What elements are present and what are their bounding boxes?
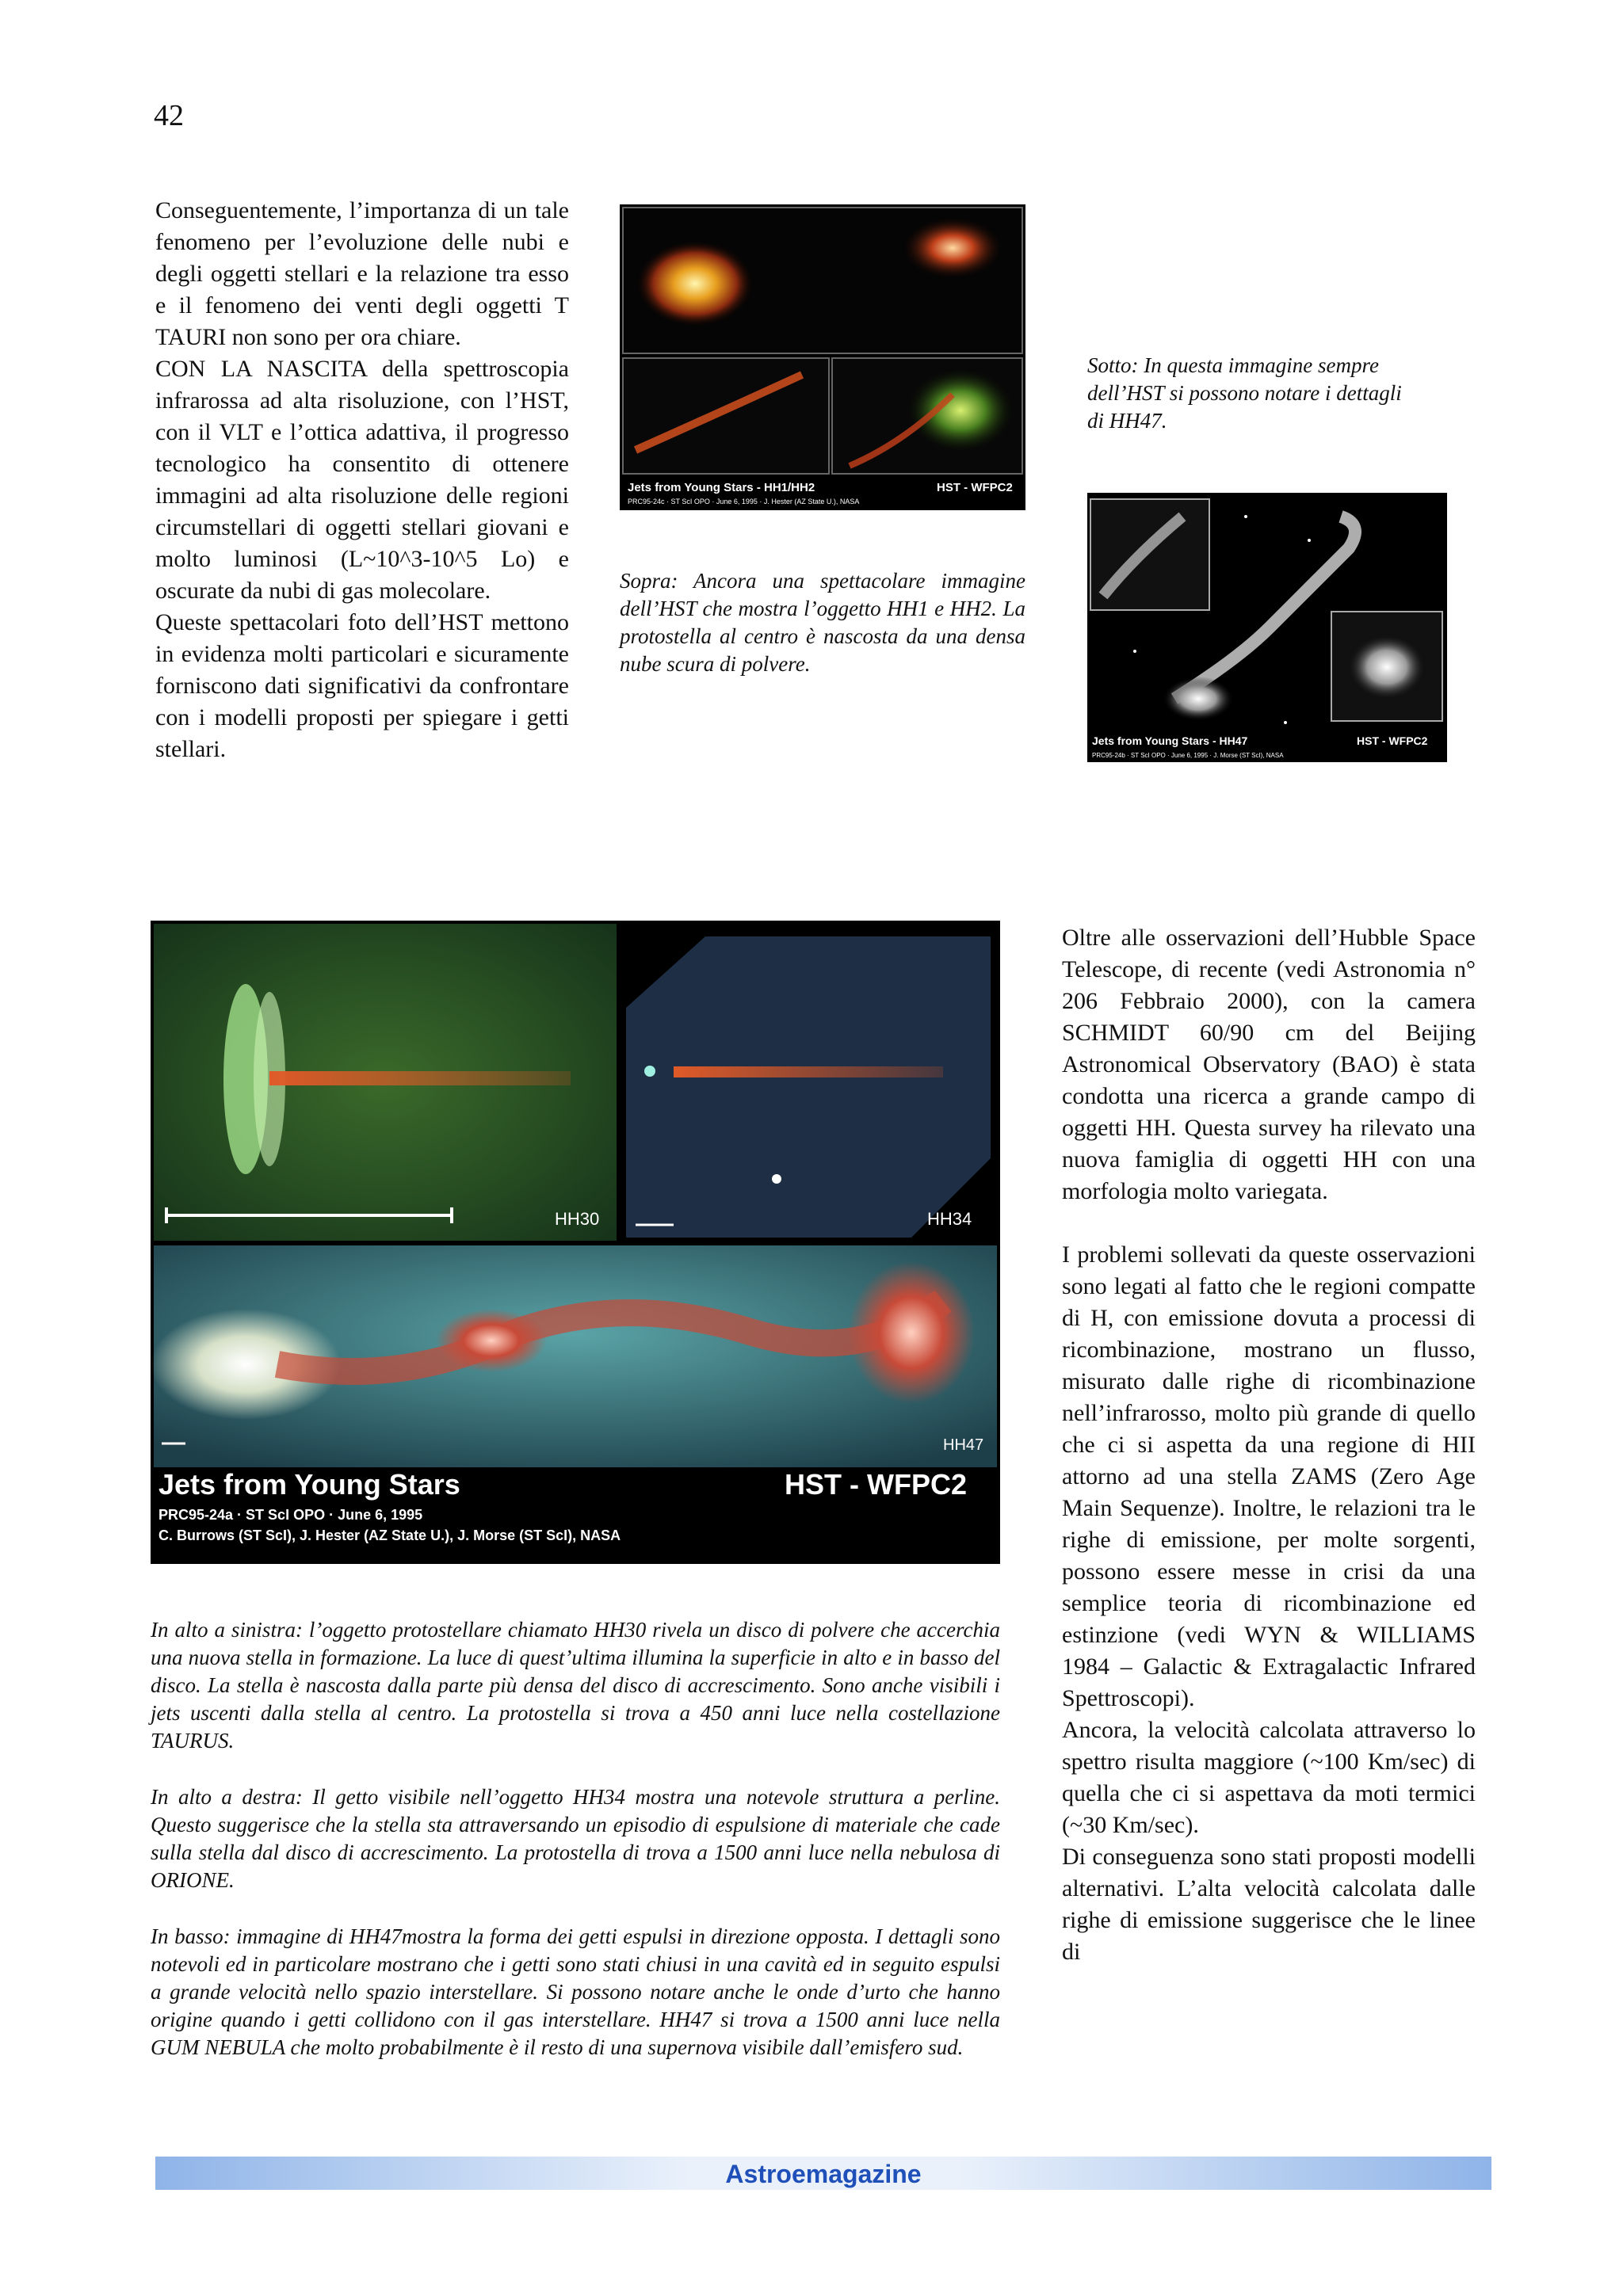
image-credit: PRC95-24c · ST ScI OPO · June 6, 1995 · J. Hester (AZ State U.), NASA: [628, 498, 860, 505]
footer-magazine-name: Astroemagazine: [725, 2160, 922, 2188]
label-hh30: HH30: [555, 1209, 600, 1229]
image-title: Jets from Young Stars: [158, 1468, 460, 1501]
paragraph: Ancora, la velocità calcolata attraverso lo spettro risulta maggiore (~100 Km/sec) di quella che ci si aspettava da moti termici (~30 Km/sec).: [1062, 1717, 1476, 1838]
image-credit-2: C. Burrows (ST ScI), J. Hester (AZ State U.), J. Morse (ST ScI), NASA: [158, 1527, 621, 1543]
left-column-text: [155, 195, 569, 765]
image-credit-1: PRC95-24a · ST ScI OPO · June 6, 1995: [158, 1507, 423, 1523]
captions-composite: [151, 1616, 1000, 2090]
paragraph: Conseguentemente, l’importanza di un tale fenomeno per l’evoluzione delle nubi e degli oggetti stellari e la relazione tra esso e il fenomeno dei venti degli oggetti T TAURI non sono per ora chiare.: [155, 197, 569, 350]
right-column-text: [1062, 922, 1476, 1968]
spacer: [1062, 1207, 1476, 1239]
caption-hh1-hh2: [620, 567, 1025, 707]
caption-text: Sopra: Ancora una spettacolare immagine dell’HST che mostra l’oggetto HH1 e HH2. La protostella al centro è nascosta da una densa nube scura di polvere.: [620, 569, 1025, 676]
caption-hh47: In basso: immagine di HH47mostra la forma dei getti espulsi in direzione opposta. I dettagli sono notevoli ed in particolare mostrano che i getti sono stati chiusi in una cavità ed in seguito espulsi a grande velocità nello spazio interstellare. Si possono notare anche le onde d’urto che hanno origine quando i getti collidono con il gas interstellare. HH47 si trova a 1500 anni luce nella GUM NEBULA che molto probabilmente è il resto di una supernova visibile dall’emisfero sud.: [151, 1924, 1000, 2059]
image-instrument: HST - WFPC2: [937, 481, 1013, 494]
image-credit: PRC95-24b · ST ScI OPO · June 6, 1995 · J. Morse (ST ScI), NASA: [1092, 752, 1284, 759]
label-hh47: HH47: [943, 1436, 984, 1454]
paragraph: Di conseguenza sono stati proposti modelli alternativi. L’alta velocità calcolata dalle righe di emissione suggerisce che le linee di: [1062, 1844, 1476, 1965]
image-title: Jets from Young Stars - HH1/HH2: [628, 481, 815, 494]
paragraph: CON LA NASCITA della spettroscopia infrarossa ad alta risoluzione, con l’HST, con il VLT e l’ottica adattiva, il progresso tecnologico ha consentito di ottenere immagini ad alta risoluzione delle regioni circumstellari di oggetti stellari giovani e molto luminosi (L~10^3-10^5 Lo) e oscurate da nubi di gas molecolare.: [155, 356, 569, 604]
paragraph: Queste spettacolari foto dell’HST mettono in evidenza molti particolari e sicuramente forniscono dati significativi da confrontare con i modelli proposti per spiegare i getti stellari.: [155, 609, 569, 762]
image-instrument: HST - WFPC2: [785, 1468, 967, 1501]
image-jets-composite: [151, 921, 1000, 1564]
caption-hh34: In alto a destra: Il getto visibile nell’oggetto HH34 mostra una notevole struttura a perline. Questo suggerisce che la stella sta attraversando un episodio di espulsione di materiale che cade sulla stella dal disco di accrescimento. La protostella di trova a 1500 anni luce nella nebulosa di ORIONE.: [151, 1785, 1000, 1892]
paragraph: Oltre alle osservazioni dell’Hubble Space Telescope, di recente (vedi Astronomia n° 206 Febbraio 2000), con la camera SCHMIDT 60/90 cm del Beijing Astronomical Observatory (BAO) è stata condotta una ricerca a grande campo di oggetti HH. Questa survey ha rilevato una nuova famiglia di oggetti HH con una morfologia molto variegata.: [1062, 925, 1476, 1204]
label-hh34: HH34: [927, 1209, 972, 1229]
image-hh1-hh2: [620, 204, 1025, 510]
caption-hh47-top: [1087, 352, 1412, 435]
caption-text: Sotto: In questa immagine sempre dell’HST si possono notare i dettagli di HH47.: [1087, 353, 1402, 433]
image-hh47: [1087, 493, 1447, 762]
paragraph: I problemi sollevati da queste osservazioni sono legati al fatto che le regioni compatte di H, con emissione dovuta a processi di ricombinazione, mostrano un flusso, misurato dalle righe di ricombinazione nell’infrarosso, molto più grande di quello che ci si aspetta da una regione di HII attorno ad una stella ZAMS (Zero Age Main Sequenze). Inoltre, le relazioni tra le righe di emissione, per molte sorgenti, possono essere messe in crisi da una semplice teoria di ricombinazione ed estinzione (vedi WYN & WILLIAMS 1984 – Galactic & Extragalactic Infrared Spettroscopi).: [1062, 1241, 1476, 1711]
page-number: 42: [154, 99, 184, 132]
caption-hh30: In alto a sinistra: l’oggetto protostellare chiamato HH30 rivela un disco di polvere che accerchia una nuova stella in formazione. La luce di quest’ultima illumina la superficie in alto e in basso del disco. La stella è nascosta dalla parte più densa del disco di accrescimento. Sono anche visibili i jets uscenti dalla stella al centro. La protostella si trova a 450 anni luce nella costellazione TAURUS.: [151, 1618, 1000, 1753]
image-title: Jets from Young Stars - HH47: [1092, 734, 1248, 747]
image-instrument: HST - WFPC2: [1357, 734, 1428, 747]
